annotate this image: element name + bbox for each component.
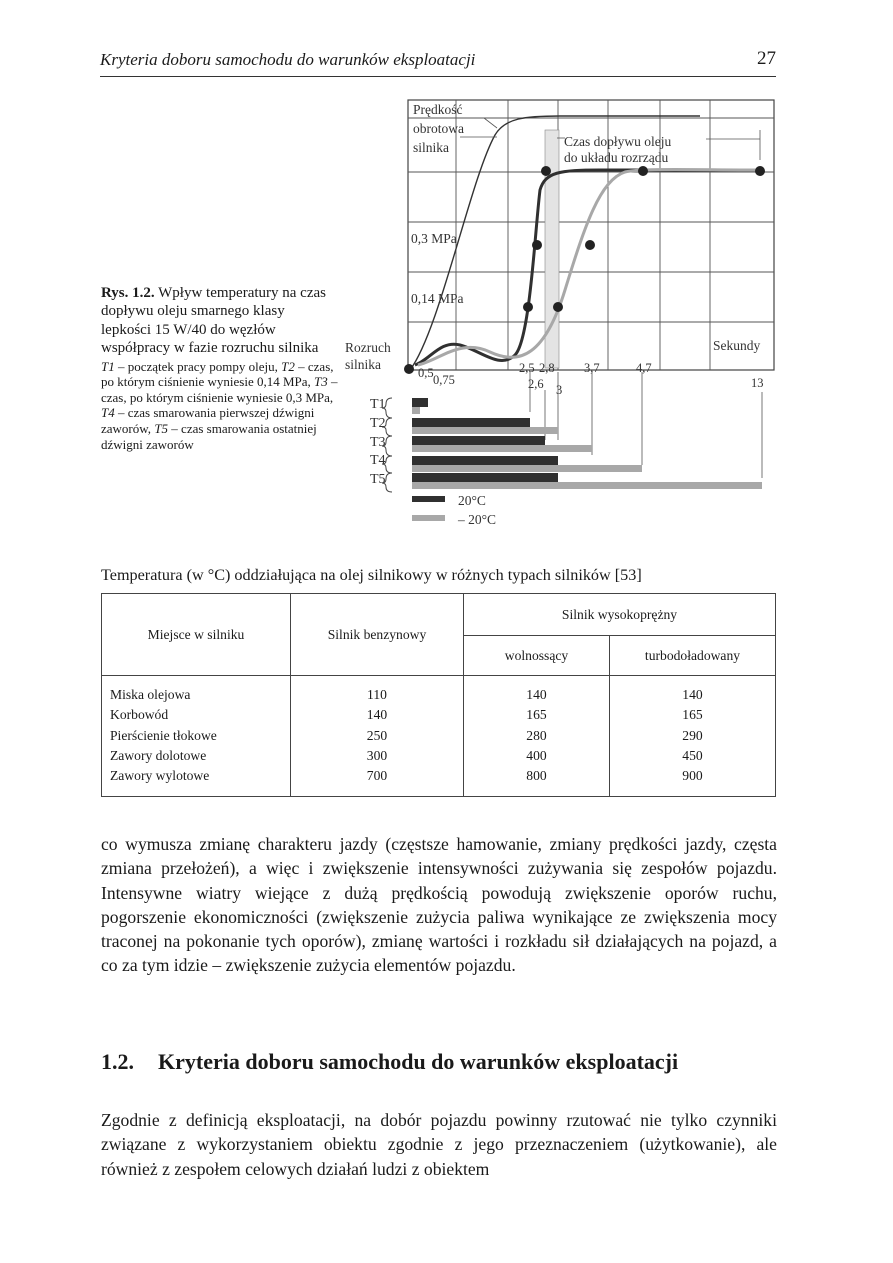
- running-title: Kryteria doboru samochodu do warunków eksploatacji: [100, 50, 476, 69]
- bar-minus20c-t2: [412, 427, 558, 434]
- tick-label: 0,5: [418, 366, 434, 380]
- header-diesel-turbo: turbodoładowany: [610, 636, 776, 676]
- tick-labels: [418, 361, 764, 397]
- page-number: 27: [757, 48, 776, 69]
- tick-label: 3: [556, 383, 563, 397]
- table-cell: 140: [366, 707, 388, 723]
- point-03-dark: [532, 240, 542, 250]
- point-start: [404, 364, 414, 374]
- figure-chart: [0, 0, 893, 540]
- tick-label: 13: [751, 376, 764, 390]
- drop-lines: [530, 372, 762, 478]
- legend-swatch-minus20c: [412, 515, 445, 521]
- bar-20c-t4: [412, 456, 558, 465]
- legend-key: T2: [281, 358, 295, 374]
- table-col-petrol: [291, 676, 464, 797]
- tick-label: 3,7: [584, 361, 600, 375]
- bars-group: [412, 398, 762, 489]
- legend-label-minus20c: – 20°C: [458, 512, 497, 527]
- label-start-1: Rozruch: [345, 340, 391, 355]
- table-cell: Miska olejowa: [110, 687, 191, 702]
- table-cell: 165: [526, 707, 547, 723]
- bar-minus20c-t1: [412, 407, 420, 414]
- body-paragraph-2: Zgodnie z definicją eksploatacji, na dobór pojazdu powinny rzutować nie tylko czynniki związane z wykorzystaniem obiektu zgodnie z jego przeznaczeniem (użytkowanie), ale również z zespołem celowych działań ludzi z obiektem: [101, 1110, 777, 1179]
- point-014-dark: [523, 302, 533, 312]
- caption-title: [101, 284, 338, 358]
- header-petrol: Silnik benzynowy: [291, 594, 464, 676]
- legend-desc: – czas smarowania pierwszej dźwigni zaworów,: [101, 405, 315, 436]
- tick-label: 4,7: [636, 361, 652, 375]
- label-p014: 0,14 MPa: [411, 291, 464, 306]
- point-t4-gray: [638, 166, 648, 176]
- bar-20c-t1: [412, 398, 428, 407]
- header-diesel: Silnik wysokoprężny: [464, 594, 776, 636]
- table-cell: 900: [682, 768, 703, 784]
- table-col-place: [102, 676, 291, 797]
- table-cell: 140: [526, 687, 547, 702]
- table-cell: 110: [367, 687, 387, 702]
- legend-desc: – czas smarowania ostatniej dźwigni zaworów: [101, 421, 317, 452]
- table-col-diesel-turbo: [610, 676, 776, 797]
- table-cell: Korbowód: [110, 707, 169, 723]
- row-label: T5: [370, 472, 386, 487]
- temperature-table: [101, 593, 776, 797]
- section-title: Kryteria doboru samochodu do warunków eksploatacji: [158, 1049, 679, 1074]
- row-label: T4: [370, 453, 386, 468]
- tick-label: 0,75: [433, 373, 455, 387]
- legend-label-20c: 20°C: [458, 493, 486, 508]
- pressure-curve-minus20c: [418, 170, 760, 366]
- legend-desc: – czas, po którym ciśnienie wyniesie 0,3 MPa,: [101, 374, 338, 405]
- row-label: T1: [370, 397, 386, 412]
- tick-label: 2,8: [539, 361, 555, 375]
- row-label: T3: [370, 435, 386, 450]
- bar-minus20c-t3: [412, 445, 592, 452]
- table-col-diesel-na: [464, 676, 610, 797]
- label-seconds: Sekundy: [713, 338, 761, 353]
- table-cell: 290: [682, 727, 703, 743]
- table-cell: 450: [682, 747, 703, 763]
- bar-row-labels: [370, 397, 386, 487]
- table-cell: 165: [682, 707, 703, 723]
- pressure-points: [404, 166, 765, 374]
- bar-20c-t2: [412, 418, 530, 427]
- legend-swatch-20c: [412, 496, 445, 502]
- section-number: 1.2.: [101, 1049, 134, 1074]
- bar-minus20c-t5: [412, 482, 762, 489]
- label-start-2: silnika: [345, 357, 381, 372]
- tick-label: 2,5: [519, 361, 535, 375]
- table-heading: Temperatura (w °C) oddziałująca na olej silnikowy w różnych typach silników [53]: [101, 566, 642, 584]
- caption-legend: [101, 359, 338, 453]
- point-014-gray: [553, 302, 563, 312]
- table-cell: Pierścienie tłokowe: [110, 727, 217, 743]
- legend-key: T3: [314, 374, 328, 390]
- table-cell: 140: [682, 687, 703, 702]
- figure-caption: [101, 284, 338, 452]
- legend-desc: – czas, po którym ciśnienie wyniesie 0,14 MPa,: [101, 358, 334, 390]
- label-speed-3: silnika: [413, 140, 449, 155]
- table-cell: 700: [366, 768, 388, 784]
- table-cell: Zawory wylotowe: [110, 768, 210, 784]
- table-cell: 800: [526, 768, 547, 784]
- legend-key: T1: [101, 358, 115, 374]
- table-cell: 400: [526, 747, 547, 763]
- point-03-gray: [585, 240, 595, 250]
- body-paragraph-1: co wymusza zmianę charakteru jazdy (częstsze hamowanie, zmiany prędkości jazdy, częsta zmiana przełożeń), a więc i zwiększenie intensywności zużywania się zespołów pojazdu. Intensywne wiatry wiejące z dużą prędkością powodują zwiększenie oporów ruchu, pogorszenie ekonomiczności (zwiększenie zużycia paliwa wynikające ze zwiększenia mocy traconej na pokonanie tych oporów), zmianę wartości i rozkładu sił działających na pojazd, a co za tym idzie – zwiększenie zużycia elementów pojazdu.: [101, 834, 777, 976]
- bar-minus20c-t4: [412, 465, 642, 472]
- legend-desc: – początek pracy pompy oleju,: [114, 358, 282, 374]
- legend-key: T5: [154, 421, 169, 436]
- caption-label: Rys. 1.2.: [101, 285, 155, 301]
- row-label: T2: [370, 416, 386, 431]
- section-heading: [101, 1049, 678, 1075]
- label-speed-2: obrotowa: [413, 121, 464, 136]
- bar-20c-t5: [412, 473, 558, 482]
- table-cell: 250: [366, 727, 388, 743]
- header-diesel-na: wolnossący: [464, 636, 610, 676]
- caption-title-text: Wpływ temperatury na czas dopływu oleju smarnego klasy lepkości 15 W/40 do węzłów współpracy w fazie rozruchu silnika: [101, 285, 326, 357]
- table-cell: Zawory dolotowe: [110, 747, 207, 763]
- label-time-2: do układu rozrządu: [564, 150, 669, 165]
- label-speed-1: Prędkość: [413, 102, 463, 117]
- label-p03: 0,3 MPa: [411, 231, 457, 246]
- legend-key: T4: [101, 405, 115, 421]
- point-t5: [755, 166, 765, 176]
- table-cell: 280: [526, 727, 547, 743]
- tick-label: 2,6: [528, 377, 544, 391]
- bar-20c-t3: [412, 436, 545, 445]
- point-t4-dark: [541, 166, 551, 176]
- header-place: Miejsce w silniku: [102, 594, 291, 676]
- label-time-1: Czas dopływu oleju: [564, 134, 672, 149]
- table-cell: 300: [366, 747, 388, 763]
